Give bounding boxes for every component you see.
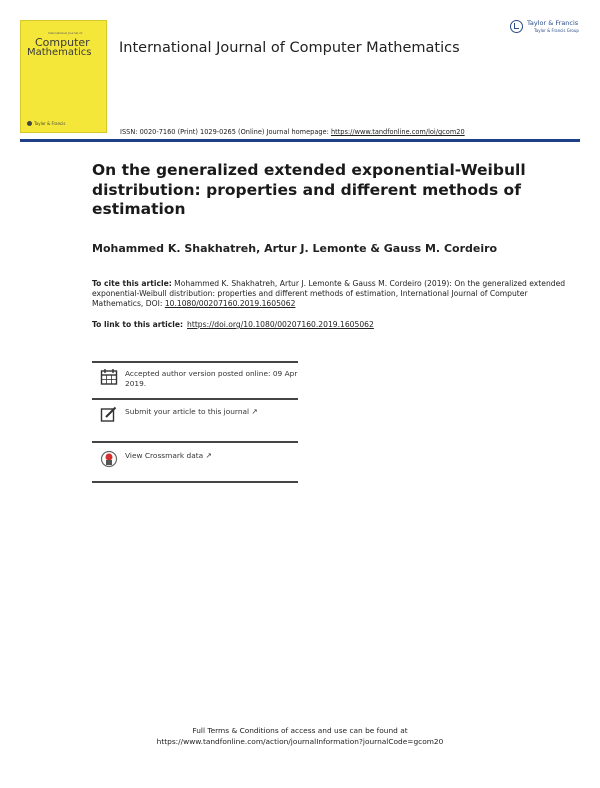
crossmark-icon	[100, 450, 118, 468]
doi-link[interactable]: 10.1080/00207160.2019.1605062	[164, 299, 296, 308]
link-label: To link to this article:	[92, 320, 184, 329]
cover-title-line2: Mathematics	[27, 47, 92, 58]
panel-divider-3	[92, 441, 298, 443]
submit-article-link[interactable]	[125, 407, 300, 417]
issn-line	[120, 128, 465, 136]
header-divider	[20, 139, 580, 142]
article-authors: Mohammed K. Shakhatreh, Artur J. Lemonte & Gauss M. Cordeiro	[92, 242, 498, 255]
article-url-link[interactable]: https://doi.org/10.1080/00207160.2019.1605062	[187, 320, 374, 329]
citation-label: To cite this article:	[92, 279, 172, 288]
footer-terms-url[interactable]: https://www.tandfonline.com/action/journalInformation?journalCode=gcom20	[156, 737, 444, 746]
panel-divider-bottom	[92, 481, 298, 483]
article-title: On the generalized extended exponential-Weibull distribution: properties and different methods of estimation	[92, 161, 526, 218]
journal-homepage-link[interactable]: https://www.tandfonline.com/loi/gcom20	[330, 128, 465, 136]
article-link-line	[92, 320, 374, 329]
crossmark-link[interactable]	[125, 451, 300, 461]
taylor-francis-logo-icon	[510, 20, 523, 33]
citation-text: Mohammed K. Shakhatreh, Artur J. Lemonte & Gauss M. Cordeiro (2019): On the generalized extended exponential-Weibull distribution: properties and different methods of estimation, International Journal of Computer Mathematics, DOI:	[92, 279, 566, 308]
footer-terms-line: Full Terms & Conditions of access and use can be found at	[192, 726, 408, 735]
crossmark-label: View Crossmark data	[125, 451, 204, 460]
publisher-logo	[510, 18, 585, 38]
journal-cover-image	[20, 20, 107, 133]
panel-divider-2	[92, 398, 298, 400]
accepted-version-text: Accepted author version posted online: 09 Apr 2019.	[125, 369, 298, 388]
journal-title: International Journal of Computer Mathematics	[119, 40, 460, 56]
submit-article-label: Submit your article to this journal	[125, 407, 250, 416]
edit-icon	[100, 406, 118, 424]
cover-title-line1: Computer	[35, 36, 90, 49]
citation-block	[92, 279, 572, 309]
panel-divider-top	[92, 361, 298, 363]
publisher-name: Taylor & Francis	[527, 19, 579, 27]
cover-small-text: International Journal of	[47, 31, 83, 35]
cover-publisher: Taylor & Francis	[27, 121, 66, 127]
publisher-subname: Taylor & Francis Group	[534, 28, 579, 33]
issn-text: ISSN: 0020-7160 (Print) 1029-0265 (Online) Journal homepage:	[120, 128, 331, 136]
calendar-icon	[100, 368, 118, 386]
external-link-icon: ↗	[251, 407, 258, 416]
external-link-icon: ↗	[205, 451, 212, 460]
